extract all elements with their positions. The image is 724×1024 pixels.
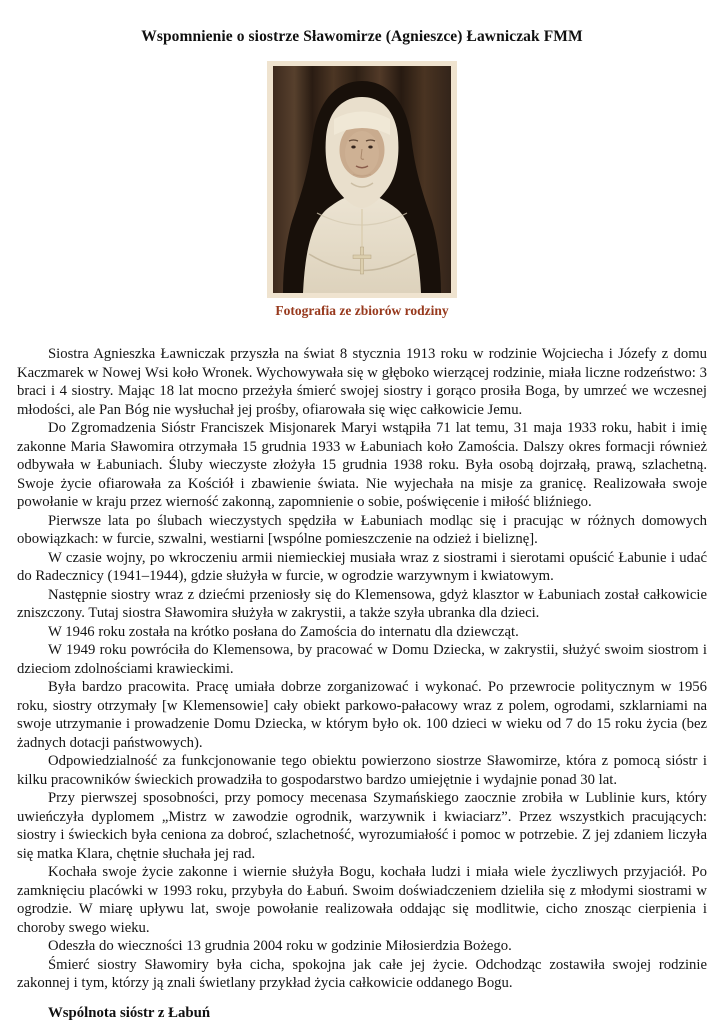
photo-caption: Fotografia ze zbiorów rodziny: [275, 303, 449, 318]
footer-heading: Wspólnota sióstr z Łabuń: [48, 1004, 211, 1021]
body-paragraph: W 1949 roku powróciła do Klemensowa, by pracować w Domu Dziecka, w zakrystii, służyć swoim siostrom i dzieciom zdolnościami krawieckimi.: [17, 642, 707, 677]
body-paragraph: Odpowiedzialność za funkcjonowanie tego obiektu powierzono siostrze Sławomirze, która z pomocą sióstr i kilku pracowników świeckich prowadziła to gospodarstwo bardzo umiejętnie i wydajnie ponad 30 lat.: [17, 753, 707, 788]
body-paragraph: Przy pierwszej sposobności, przy pomocy mecenasa Szymańskiego zaocznie zrobiła w Lublinie kurs, który uwieńczyła dyplomem „Mistrz w zawodzie ogrodnik, warzywnik i kwiaciarz”. Przez wszystkich pracujących: siostry i świeckich była ceniona za dobroć, szlachetność, wyrozumiałość i pomoc w potrzebie. Z jej zdaniem liczyła się matka Klara, chętnie słuchała jej rad.: [17, 790, 707, 862]
nun-portrait-illustration: [267, 61, 457, 298]
body-paragraph: Następnie siostry wraz z dziećmi przeniosły się do Klemensowa, gdyż klasztor w Łabuniach został całkowicie zniszczony. Tutaj siostra Sławomira służyła w zakrystii, a także szyła ubranka dla dzieci.: [17, 586, 707, 621]
body-paragraph: Do Zgromadzenia Sióstr Franciszek Misjonarek Maryi wstąpiła 71 lat temu, 31 maja 1933 roku, habit i imię zakonne Maria Sławomira otrzymała 15 grudnia 1933 w Łabuniach koło Zamościa. Dalszy okres formacji również odbywała w Łabuniach. Śluby wieczyste złożyła 15 grudnia 1938 roku. Była osobą dojrzałą, prawą, szlachetną. Swoje życie ofiarowała za Kościół i zbawienie świata. Nie wyjechała na misje za granicę. Realizowała swoje powołanie w kraju przez wierność zakonną, zapomnienie o sobie, poświęcenie i miłość bliźniego.: [17, 420, 707, 510]
body-paragraph: W 1946 roku została na krótko posłana do Zamościa do internatu dla dziewcząt.: [48, 623, 519, 640]
body-paragraph: Była bardzo pracowita. Pracę umiała dobrze zorganizować i wykonać. Po przewrocie politycznym w 1956 roku, siostry otrzymały [w Klemensowie] cały obiekt parkowo-pałacowy wraz z polem, ogrodami, szklarniami na swoje utrzymanie i prowadzenie Domu Dziecka, w którym było ok. 100 dzieci w wieku od 7 do 15 roku życia (bez żadnych dotacji państwowych).: [17, 679, 707, 751]
document-title: Wspomnienie o siostrze Sławomirze (Agnieszce) Ławniczak FMM: [141, 28, 583, 45]
body-paragraph: Pierwsze lata po ślubach wieczystych spędziła w Łabuniach modląc się i pracując w różnych domowych obowiązkach: w furcie, szwalni, westiarni [wspólne pomieszczenie na odzież i bieliznę].: [17, 512, 707, 547]
body-paragraph: W czasie wojny, po wkroczeniu armii niemieckiej musiała wraz z siostrami i sierotami opuścić Łabunie i udać do Radecznicy (1941–1944), gdzie służyła w furcie, w ogrodzie warzywnym i kwiatowym.: [17, 549, 707, 584]
body-paragraph: Kochała swoje życie zakonne i wiernie służyła Bogu, kochała ludzi i miała wiele życzliwych przyjaciół. Po zamknięciu placówki w 1993 roku, przybyła do Łabuń. Swoim doświadczeniem dzieliła się z młodymi siostrami w ogrodzie. W miarę upływu lat, swoje powołanie realizowała oddając się modlitwie, cicho znosząc cierpienia i choroby swego wieku.: [17, 864, 707, 936]
body-paragraph: Śmierć siostry Sławomiry była cicha, spokojna jak całe jej życie. Odchodząc zostawiła swojej rodzinie zakonnej i tym, którzy ją znali świetlany przykład życia całkowicie oddanego Bogu.: [17, 956, 707, 991]
body-text: [17, 345, 707, 993]
body-paragraph: Siostra Agnieszka Ławniczak przyszła na świat 8 stycznia 1913 roku w rodzinie Wojciecha i Józefy z domu Kaczmarek w Nowej Wsi koło Wronek. Wychowywała się w głęboko wierzącej rodzinie, miała liczne rodzeństwo: 3 braci i 4 siostry. Mając 18 lat mocno przeżyła śmierć swojej siostry i gorąco prosiła Boga, by umrzeć we wczesnej młodości, ale Pan Bóg nie wysłuchał jej prośby, ofiarowała się więc całkowicie Jemu.: [17, 346, 707, 418]
nun-portrait-photo: [267, 61, 457, 298]
body-paragraph: Odeszła do wieczności 13 grudnia 2004 roku w godzinie Miłosierdzia Bożego.: [48, 938, 512, 954]
